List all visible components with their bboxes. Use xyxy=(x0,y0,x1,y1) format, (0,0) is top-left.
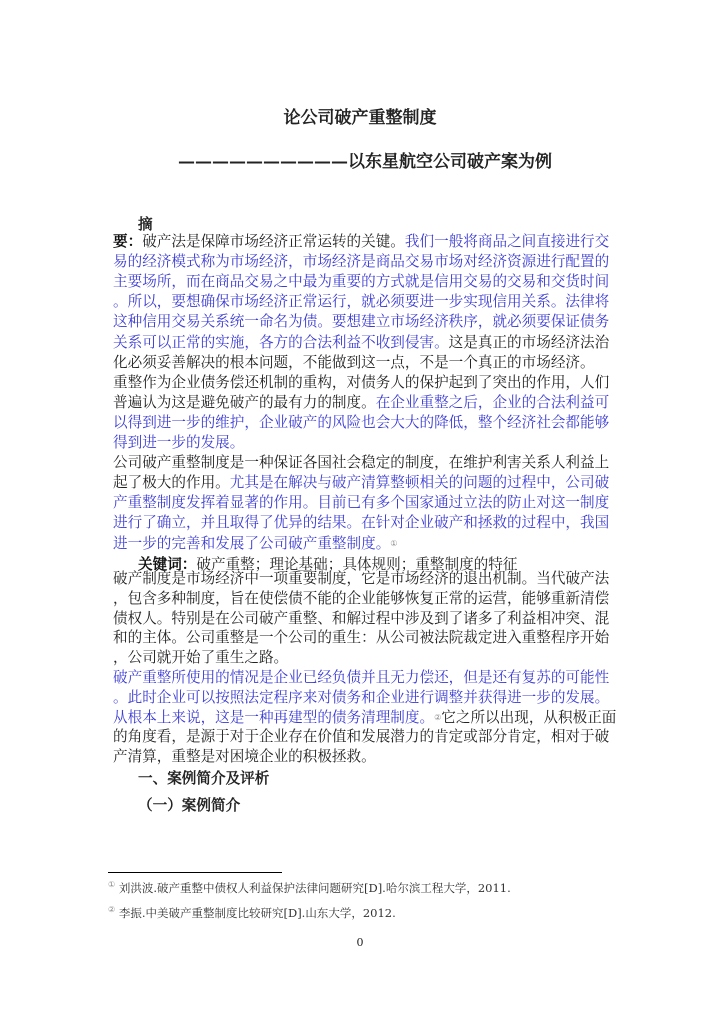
text-line xyxy=(113,374,609,392)
text-line xyxy=(113,454,609,472)
text-segment: 普遍认为这是避免破产的最有力的制度。 xyxy=(113,393,376,411)
footnote-ref[interactable]: ② xyxy=(434,712,442,722)
section-heading: 一、案例简介及评析 xyxy=(138,770,270,787)
page-number: 0 xyxy=(356,936,364,949)
footnote-ref[interactable]: ① xyxy=(390,538,398,548)
text-segment: 关系可以正常的实施，各方的合法利益不收到侵害。 xyxy=(113,333,449,351)
text-line xyxy=(113,570,609,588)
subsection-heading: （一）案例简介 xyxy=(138,797,241,814)
text-segment: 重整作为企业债务偿还机制的重构，对债务人的保护起到了突出的作用，人们 xyxy=(113,373,610,391)
text-line xyxy=(113,313,609,331)
text-line xyxy=(113,590,609,608)
text-segment: 主要场所，而在商品交易之中最为重要的方式就是信用交易的交易和交货时间 xyxy=(113,273,610,291)
text-segment: ，包含多种制度，旨在使偿债不能的企业能够恢复正常的运营，能够重新清偿 xyxy=(113,589,610,607)
text-segment: 从根本上来说，这是一种再建型的债务清理制度。 xyxy=(113,708,435,726)
text-segment: 债权人。特别是在公司破产重整、和解过程中涉及到了诸多了利益相冲突、混 xyxy=(113,609,610,627)
text-segment: 以得到进一步的维护，企业破产的风险也会大大的降低，整个经济社会都能够 xyxy=(113,413,610,431)
text-line xyxy=(113,474,609,492)
text-line xyxy=(113,649,288,667)
text-segment: 破产制度是市场经济中一项重要制度，它是市场经济的退出机制。当代破产法 xyxy=(113,570,610,587)
text-segment: 破产法是保障市场经济正常运转的关键。 xyxy=(142,233,405,250)
footnote-text: 李振.中美破产重整制度比较研究[D].山东大学，2012. xyxy=(118,906,396,920)
text-line xyxy=(113,273,609,291)
footnote-1 xyxy=(108,880,511,896)
footnote-2 xyxy=(108,905,396,921)
text-line xyxy=(113,669,609,687)
text-segment: 进行了确立，并且取得了优异的结果。在针对企业破产和拯救的过程中，我国 xyxy=(113,514,610,532)
text-line xyxy=(113,514,609,532)
text-segment: 。此时企业可以按照法定程序来对债务和企业进行调整并获得进一步的发展。 xyxy=(113,688,610,706)
text-segment: 进一步的完善和发展了公司破产重整制度。 xyxy=(113,534,391,552)
text-segment: 这种信用交易关系统一命名为债。要想建立市场经济秩序，就必须要保证债务 xyxy=(113,313,610,331)
keywords: 破产重整；理论基础；具体规则；重整制度的特征 xyxy=(196,556,518,573)
text-line xyxy=(113,689,609,707)
text-segment: 它之所以出现，从积极正面 xyxy=(441,708,617,726)
text-line xyxy=(113,494,609,512)
document-subtitle: ——————————以东星航空公司破产案为例 xyxy=(178,152,552,172)
text-line xyxy=(113,354,595,372)
text-line xyxy=(113,610,609,628)
footnote-separator xyxy=(108,872,282,873)
text-line xyxy=(113,293,609,311)
text-line xyxy=(113,414,609,432)
text-segment: 的角度看，是源于对于企业存在价值和发展潜力的肯定或部分肯定，相对于破 xyxy=(113,728,610,746)
footnote-text: 刘洪波.破产重整中债权人利益保护法律问题研究[D].哈尔滨工程大学，2011. xyxy=(118,881,511,895)
footnote-mark: ① xyxy=(108,880,116,889)
text-segment: 和的主体。公司重整是一个公司的重生：从公司被法院裁定进入重整程序开始 xyxy=(113,629,610,647)
text-segment: 破产重整所使用的情况是企业已经负债并且无力偿还，但是还有复苏的可能性 xyxy=(113,669,610,686)
abstract-label-1: 摘 xyxy=(138,216,153,233)
text-line xyxy=(113,629,609,647)
text-line xyxy=(113,709,616,727)
text-segment: 公司破产重整制度是一种保证各国社会稳定的制度，在维护利害关系人利益上 xyxy=(113,454,610,472)
footnote-mark: ② xyxy=(108,905,116,914)
text-segment: 。所以，要想确保市场经济正常运行，就必须要进一步实现信用关系。法律将 xyxy=(113,293,610,311)
text-line xyxy=(113,394,609,412)
text-segment: 起了极大的作用。 xyxy=(113,474,230,492)
text-segment: 得到进一步的发展。 xyxy=(113,434,245,451)
text-segment: 易的经济模式称为市场经济，市场经济是商品交易市场对经济资源进行配置的 xyxy=(113,253,610,271)
keywords-label: 关键词： xyxy=(138,556,197,573)
text-line xyxy=(113,535,397,553)
text-segment: 这是真正的市场经济法治 xyxy=(448,333,610,351)
text-line xyxy=(113,748,376,766)
text-segment: 在企业重整之后，企业的合法利益可 xyxy=(375,393,610,411)
text-segment: 产清算，重整是对困境企业的积极拯救。 xyxy=(113,748,376,766)
text-line xyxy=(113,728,609,746)
text-segment: 我们一般将商品之间直接进行交 xyxy=(404,233,610,250)
text-segment: 化必须妥善解决的根本问题，不能做到这一点，不是一个真正的市场经济。 xyxy=(113,353,595,371)
text-line xyxy=(113,334,609,352)
text-segment: 尤其是在解决与破产清算整顿相关的问题的过程中，公司破 xyxy=(229,474,610,492)
text-line xyxy=(113,253,609,271)
text-line xyxy=(113,233,609,251)
abstract-label-2: 要： xyxy=(113,233,143,250)
text-segment: 产重整制度发挥着显著的作用。目前已有多个国家通过立法的防止对这一制度 xyxy=(113,494,610,512)
text-line xyxy=(113,434,244,452)
document-title: 论公司破产重整制度 xyxy=(283,108,437,128)
text-segment: ，公司就开始了重生之路。 xyxy=(113,649,289,667)
